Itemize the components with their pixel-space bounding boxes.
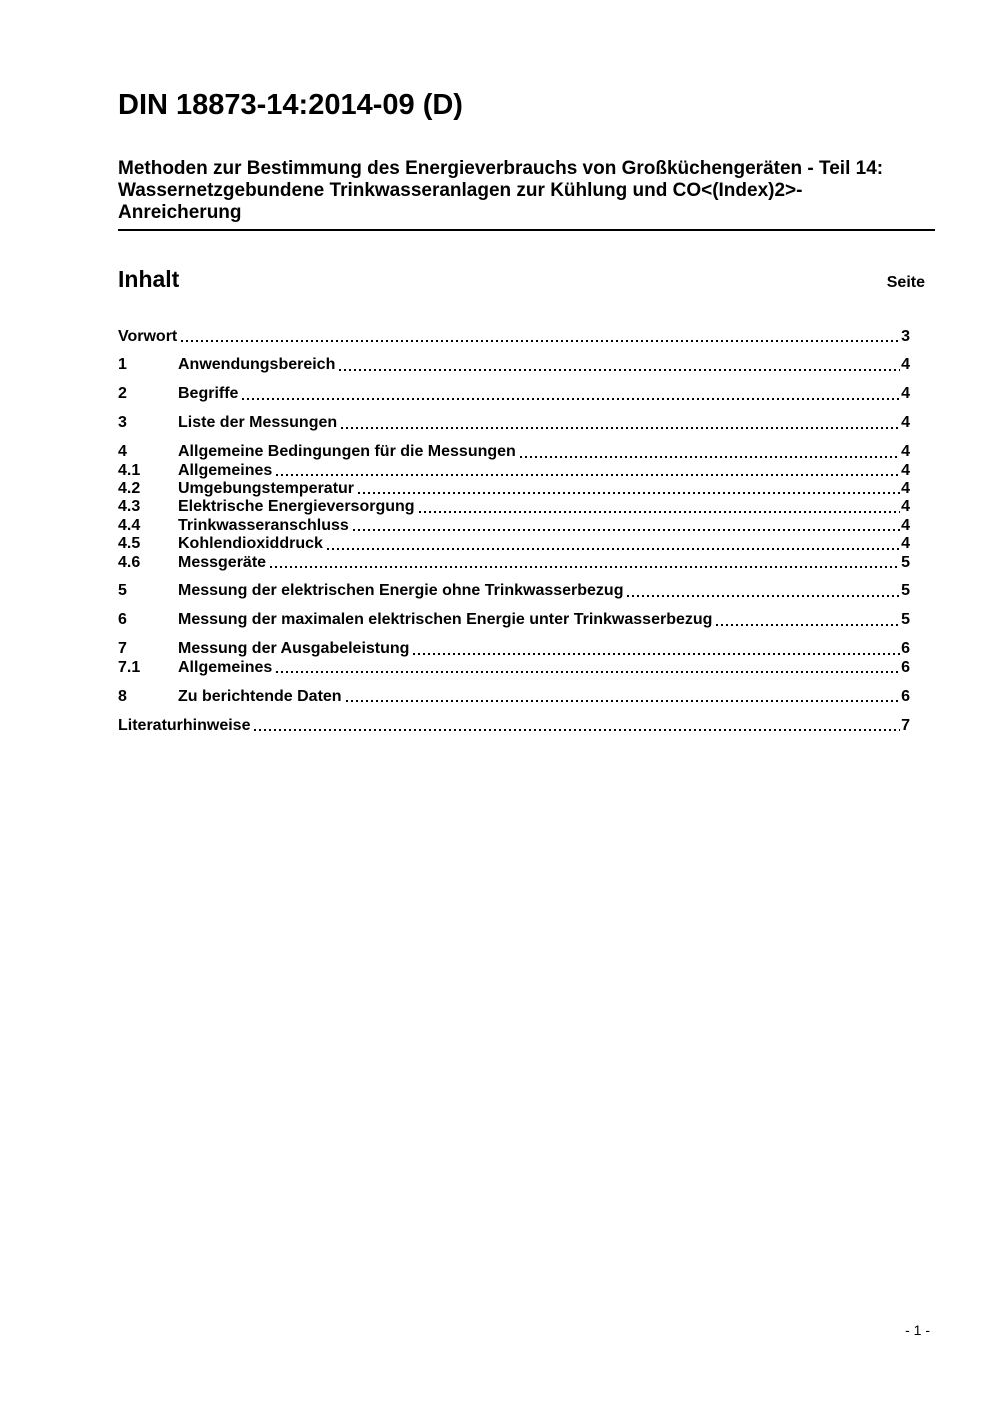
document-title-line-2: Wassernetzgebundene Trinkwasseranlagen zur Kühlung und CO<(Index)2>-	[118, 180, 803, 201]
toc-entry-page: 6	[901, 658, 910, 676]
toc-row	[118, 328, 910, 346]
toc-row	[118, 717, 910, 735]
toc-leader-dots	[627, 595, 900, 597]
toc-entry-number: 4.5	[118, 535, 141, 553]
toc-row	[118, 480, 910, 498]
toc-entry-page: 4	[901, 535, 910, 553]
toc-entry-label: Liste der Messungen	[178, 414, 338, 432]
document-header	[118, 88, 935, 231]
toc-leader-dots	[327, 548, 900, 550]
toc-leader-dots	[413, 653, 900, 655]
toc-entry-label: Trinkwasseranschluss	[178, 516, 349, 534]
toc-entry-label: Allgemeines	[178, 461, 273, 479]
toc-row	[118, 385, 910, 403]
document-title-line-3: Anreicherung	[118, 202, 242, 223]
toc-row	[118, 659, 910, 677]
toc-leader-dots	[276, 474, 900, 476]
toc-row	[118, 582, 910, 600]
toc-entry-label: Allgemeine Bedingungen für die Messungen	[178, 443, 516, 461]
toc-entry-page: 4	[901, 356, 910, 374]
toc-leader-dots	[353, 529, 900, 531]
toc-leader-dots	[358, 492, 900, 494]
toc-entry-number: 8	[118, 687, 127, 705]
toc-entry-label: Messung der elektrischen Energie ohne Trinkwasserbezug	[178, 582, 624, 600]
toc-entry-number: 4.1	[118, 461, 141, 479]
toc-row	[118, 611, 910, 629]
toc-leader-dots	[270, 566, 900, 568]
toc-entry-page: 6	[901, 687, 910, 705]
toc-page-column-label: Seite	[886, 274, 925, 291]
toc-header	[118, 265, 935, 293]
toc-row	[118, 414, 910, 432]
toc-heading: Inhalt	[118, 266, 180, 292]
toc-entry-page: 3	[901, 327, 910, 345]
toc-entry-number: 4.4	[118, 516, 141, 534]
toc-entry-page: 4	[901, 498, 910, 516]
toc-row	[118, 640, 910, 658]
toc-entry-number: 4.6	[118, 553, 141, 571]
toc-row	[118, 356, 910, 374]
toc-entry-label: Umgebungstemperatur	[178, 479, 355, 497]
toc-leader-dots	[341, 427, 900, 429]
toc-entry-page: 4	[901, 414, 910, 432]
toc-entry-page: 4	[901, 479, 910, 497]
toc-entry-label: Kohlendioxiddruck	[178, 535, 323, 553]
toc-entry-number: 3	[118, 414, 127, 432]
toc-row	[118, 462, 910, 480]
toc-entry-page: 4	[901, 461, 910, 479]
document-title	[118, 158, 935, 231]
toc-row	[118, 498, 910, 516]
toc-entry-number: 5	[118, 582, 127, 600]
toc-entry-page: 5	[901, 553, 910, 571]
toc-entry-number: 4.2	[118, 479, 141, 497]
toc-entry-number: 4.3	[118, 498, 141, 516]
toc-row	[118, 535, 910, 553]
toc-row	[118, 688, 910, 706]
toc-leader-dots	[520, 456, 900, 458]
toc-leader-dots	[339, 369, 900, 371]
toc-entry-number: 7.1	[118, 658, 141, 676]
toc-entry-label: Zu berichtende Daten	[178, 687, 342, 705]
toc-leader-dots	[716, 624, 900, 626]
toc-entry-label: Elektrische Energieversorgung	[178, 498, 415, 516]
toc-row	[118, 443, 910, 461]
toc-list	[118, 317, 910, 735]
toc-entry-page: 7	[901, 716, 910, 734]
toc-entry-page: 5	[901, 611, 910, 629]
toc-entry-label: Messung der maximalen elektrischen Energie unter Trinkwasserbezug	[178, 611, 713, 629]
toc-entry-label: Allgemeines	[178, 658, 273, 676]
toc-entry-label: Messung der Ausgabeleistung	[178, 640, 410, 658]
document-code: DIN 18873-14:2014-09 (D)	[118, 89, 463, 121]
toc-entry-number: 2	[118, 385, 127, 403]
toc-entry-page: 4	[901, 443, 910, 461]
toc-leader-dots	[419, 511, 901, 513]
toc-entry-number: 7	[118, 640, 127, 658]
toc-leader-dots	[181, 340, 900, 342]
toc-row	[118, 554, 910, 572]
toc-leader-dots	[242, 398, 900, 400]
toc-entry-page: 4	[901, 385, 910, 403]
toc-entry-number: 4	[118, 443, 127, 461]
toc-entry-label: Literaturhinweise	[118, 716, 251, 734]
toc-entry-label: Begriffe	[178, 385, 239, 403]
toc-entry-number: 6	[118, 611, 127, 629]
toc-entry-number: 1	[118, 356, 127, 374]
toc-entry-label: Anwendungsbereich	[178, 356, 336, 374]
toc-entry-page: 5	[901, 582, 910, 600]
toc-leader-dots	[254, 729, 900, 731]
toc-entry-label: Messgeräte	[178, 553, 267, 571]
document-title-line-1: Methoden zur Bestimmung des Energieverbrauchs von Großküchengeräten - Teil 14:	[118, 158, 884, 179]
toc-entry-page: 6	[901, 640, 910, 658]
toc-entry-label: Vorwort	[118, 327, 178, 345]
toc-entry-page: 4	[901, 516, 910, 534]
toc-leader-dots	[276, 671, 900, 673]
footer-page-number: - 1 -	[905, 1322, 930, 1338]
toc-leader-dots	[346, 700, 901, 702]
toc-row	[118, 517, 910, 535]
